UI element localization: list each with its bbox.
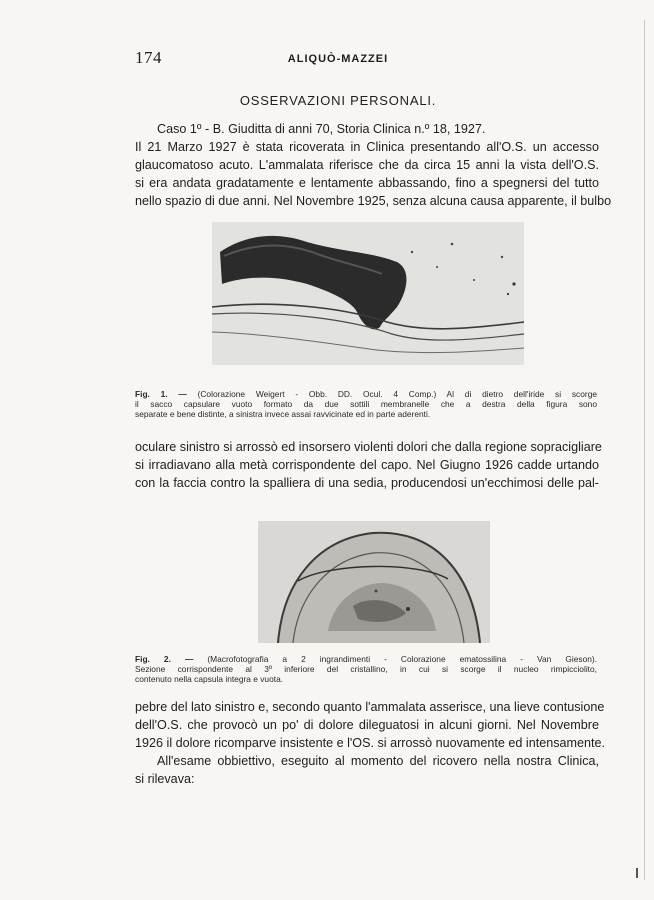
figure-2-image (258, 521, 490, 643)
caption-line: contenuto nella capsula integra e vuota. (135, 674, 284, 684)
macrophotograph-2 (258, 521, 490, 643)
text-line: oculare sinistro si arrossò ed insorsero violenti dolori che dalla regione sopracigliare (135, 440, 602, 454)
paragraph-2 (135, 438, 602, 492)
text-line: pebre del lato sinistro e, secondo quanto l'ammalata asserisce, una lieve contusione (135, 700, 605, 714)
micrograph-1 (212, 222, 524, 365)
text-line: dell'O.S. che provocò un po' di dolore dileguatosi in alcuni giorni. Nel Novembre (135, 718, 599, 732)
text-line: con la faccia contro la spalliera di una sedia, producendosi un'ecchimosi delle pal- (135, 476, 599, 490)
figure-2-caption (135, 654, 597, 684)
figure-1-caption (135, 389, 597, 419)
text-line: si rilevava: (135, 772, 195, 786)
text-line: Il 21 Marzo 1927 è stata ricoverata in Clinica presentando all'O.S. un accesso (135, 140, 599, 154)
figure-label: Fig. 2. — (135, 654, 194, 664)
text-line: si era andata gradatamente e lentamente abbassando, fino a spegnersi del tutto (135, 176, 599, 190)
page-edge (644, 20, 645, 880)
text-line: Caso 1º - B. Giuditta di anni 70, Storia Clinica n.º 18, 1927. (157, 122, 486, 136)
text-line: glaucomatoso acuto. L'ammalata riferisce che da circa 15 anni la vista dell'O.S. (135, 158, 599, 172)
page-number: 174 (135, 48, 162, 67)
figure-label: Fig. 1. — (135, 389, 187, 399)
section-title: OSSERVAZIONI PERSONALI. (239, 93, 437, 108)
figure-1-image (212, 222, 524, 365)
caption-line: Sezione corrispondente al 3º inferiore del cristallino, in cui si scorge il nucleo rimpicciolito, (135, 664, 597, 674)
paragraph-3 (135, 698, 606, 788)
text-line: nello spazio di due anni. Nel Novembre 1925, senza alcuna causa apparente, il bulbo (135, 194, 612, 208)
caption-line: il sacco capsulare vuoto formato da due sottili membranelle che a destra della figura sono (135, 399, 597, 409)
running-head: ALIQUÒ-MAZZEI (287, 53, 389, 65)
caption-text: (Colorazione Weigert - Obb. DD. Ocul. 4 Comp.) Al di dietro dell'iride si scorge (197, 389, 598, 399)
text-line: si irradiavano alla metà corrispondente del capo. Nel Giugno 1926 cadde urtando (135, 458, 599, 472)
caption-text: (Macrofotografia a 2 ingrandimenti - Colorazione ematossilina - Van Gieson). (207, 654, 598, 664)
text-line: 1926 il dolore ricomparve insistente e l'OS. si arrossò nuovamente ed intensamente. (135, 736, 606, 750)
scan-mark (636, 868, 638, 878)
paragraph-1 (135, 120, 612, 210)
caption-line: separate e bene distinte, a sinistra invece assai ravvicinate ed in parte aderenti. (135, 409, 431, 419)
text-line: All'esame obbiettivo, eseguito al momento del ricovero nella nostra Clinica, (157, 754, 599, 768)
